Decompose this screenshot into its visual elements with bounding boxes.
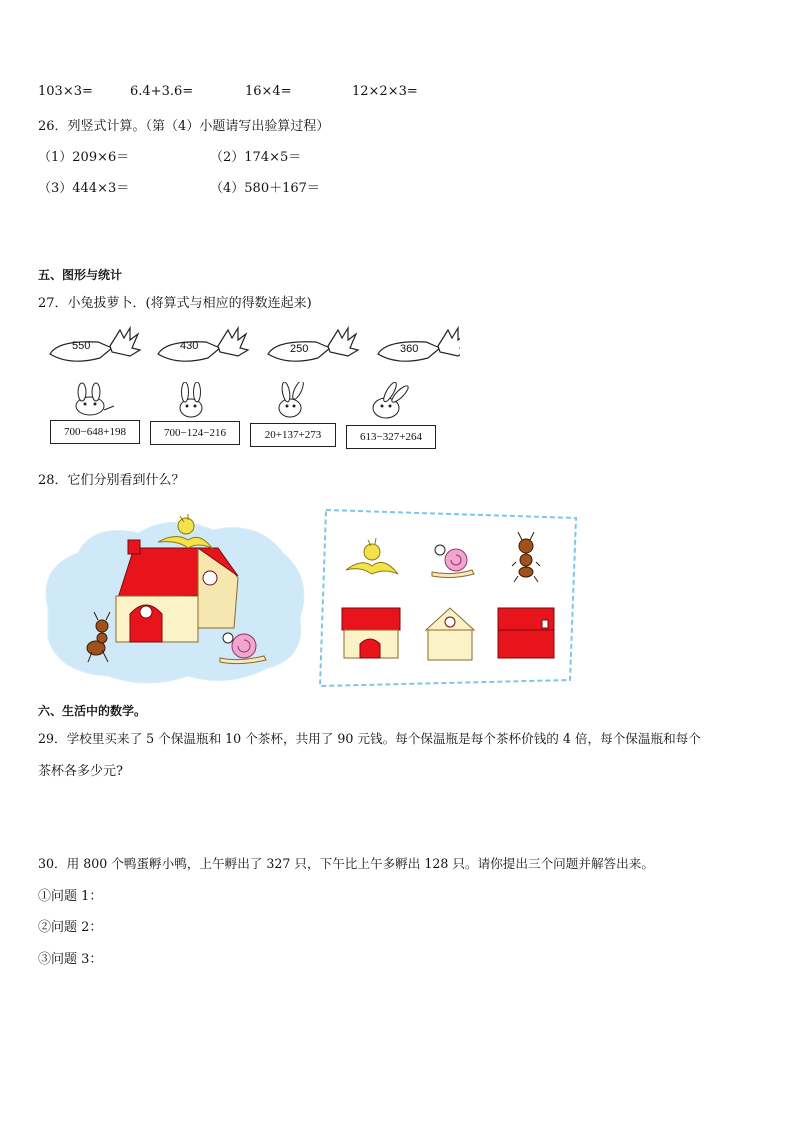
equation-card-2[interactable]: 700−124−216 <box>150 421 240 445</box>
rabbit-icon <box>279 382 305 417</box>
q30-question-1: ①问题 1： <box>38 889 103 904</box>
carrot-4 <box>378 328 460 361</box>
q26-title: 26．列竖式计算。（第（4）小题请写出验算过程） <box>38 119 330 134</box>
equation-card-3[interactable]: 20+137+273 <box>250 423 336 447</box>
q30-title: 30．用 800 个鸭蛋孵小鸭，上午孵出了 327 只，下午比上午多孵出 128 只。请你提出三个问题并解答出来。 <box>38 856 654 871</box>
carrot-leaf-icon <box>110 328 140 356</box>
q25-item-4: 12×2×3= <box>352 84 418 99</box>
q26-item-2: （2）174×5＝ <box>210 150 302 165</box>
carrot-1 <box>50 328 140 361</box>
q26-item-3: （3）444×3＝ <box>38 181 130 196</box>
q28-title: 28．它们分别看到什么？ <box>38 473 185 488</box>
rabbit-icon <box>373 382 410 418</box>
house-front-icon <box>342 608 400 658</box>
rabbit-icon <box>76 383 114 415</box>
equation-card-1[interactable]: 700−648+198 <box>50 420 140 444</box>
house-icon <box>116 540 238 642</box>
q29-line-2: 茶杯各多少元? <box>38 764 123 779</box>
q25-item-2: 6.4+3.6= <box>130 84 194 99</box>
section-5-title: 五、图形与统计 <box>38 268 123 282</box>
q27-title: 27．小兔拔萝卜．(将算式与相应的得数连起来) <box>38 296 312 311</box>
carrot-1-value: 550 <box>72 340 91 352</box>
q26-item-1: （1）209×6＝ <box>38 150 130 165</box>
carrot-3 <box>268 328 358 361</box>
carrot-3-value: 250 <box>290 343 309 355</box>
section-6-title: 六、生活中的数学。 <box>38 704 147 718</box>
q26-item-4: （4）580＋167＝ <box>210 181 320 196</box>
q30-question-3: ③问题 3： <box>38 952 103 967</box>
carrot-leaf-icon <box>218 328 248 356</box>
q30-question-2: ②问题 2： <box>38 920 103 935</box>
rabbit-icon <box>180 382 202 417</box>
carrot-leaf-icon <box>328 328 358 356</box>
q29-line-1: 29．学校里买来了 5 个保温瓶和 10 个茶杯，共用了 90 元钱。每个保温瓶是每个茶杯价钱的 4 倍，每个保温瓶和每个 <box>38 731 701 746</box>
q25-item-1: 103×3= <box>38 84 93 99</box>
carrot-2-value: 430 <box>180 340 199 352</box>
house-top-icon <box>498 608 554 658</box>
carrot-row <box>0 318 460 378</box>
scene-illustration <box>38 508 306 690</box>
answer-paper <box>312 504 584 694</box>
carrot-leaf-icon <box>438 328 460 356</box>
rabbit-row <box>40 382 440 422</box>
q25-item-3: 16×4= <box>245 84 292 99</box>
carrot-2 <box>158 328 248 361</box>
carrot-4-value: 360 <box>400 343 419 355</box>
equation-card-4[interactable]: 613−327+264 <box>346 425 436 449</box>
